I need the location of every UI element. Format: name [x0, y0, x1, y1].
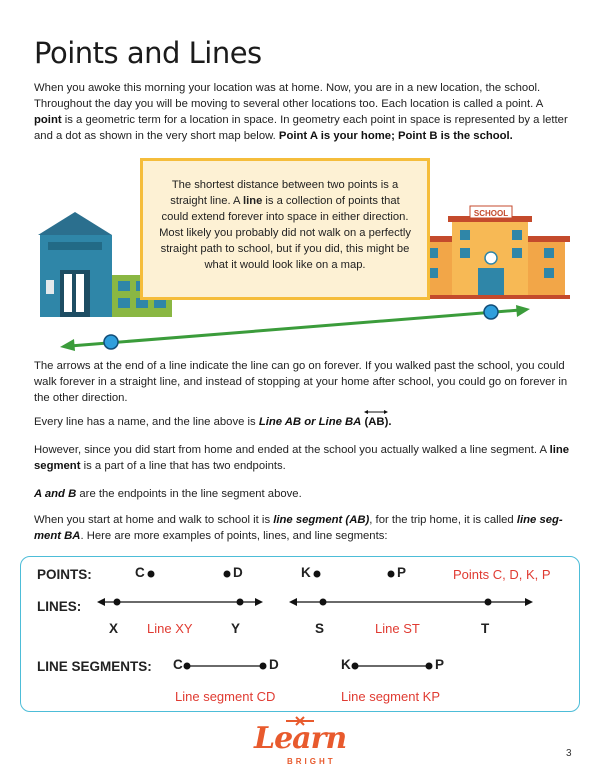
segment-c-dot	[184, 663, 191, 670]
point-y-dot	[237, 599, 244, 606]
point-k-dot	[314, 571, 321, 578]
point-k-label: K	[301, 565, 311, 580]
line-t-label: T	[481, 621, 490, 636]
arrows-paragraph: The arrows at the end of a line indicate the line can go on forever. If you walked past the school, you could walk forever in a straight line, and instead of stopping at your home after school, you could go on forever in the other direction.	[34, 360, 568, 404]
line-ab-name: Line AB or Line BA	[258, 416, 362, 428]
line-ab-right-arrow	[516, 305, 530, 317]
points-caption: Points C, D, K, P	[453, 567, 551, 582]
points-label: POINTS:	[37, 567, 92, 582]
line-st-left-arrow	[289, 598, 297, 606]
point-t-dot	[485, 599, 492, 606]
segment-paragraph: However, since you did start from home and ended at the school you actually walked a line segment. A line segment is a part of a line that has two endpoints.	[34, 444, 570, 472]
line-name-paragraph: Every line has a name, and the line above is Line AB or Line BA (AB).	[34, 414, 570, 430]
examples-box	[20, 556, 580, 712]
line-ab-left-arrow	[60, 339, 75, 351]
line-s-label: S	[315, 621, 325, 636]
line-st-right-arrow	[525, 598, 533, 606]
line-st-caption: Line ST	[375, 621, 420, 636]
point-d-dot	[224, 571, 231, 578]
segment-k-dot	[352, 663, 359, 670]
point-a	[104, 335, 118, 349]
page-title: Points and Lines	[34, 36, 262, 70]
line-x-label: X	[109, 621, 119, 636]
examples-geometry	[21, 557, 578, 710]
point-p-dot	[388, 571, 395, 578]
school-sign: SCHOOL	[473, 209, 509, 218]
point-c-dot	[148, 571, 155, 578]
logo-subtext: BRIGHT	[287, 757, 336, 766]
segment-d-label: D	[269, 657, 279, 672]
line-xy-left-arrow	[97, 598, 105, 606]
line-ab-notation: (AB).	[364, 416, 391, 428]
callout-text: The shortest distance between two points is a straight line. A line is a collection of points that could extend forever into space in either direction. Most likely you probably did not walk on a perfectly straight path to school, but if you did, this might be what it would look like on a map.	[159, 179, 411, 271]
segment-p-dot	[426, 663, 433, 670]
lines-label: LINES:	[37, 599, 82, 614]
page-number: 3	[566, 748, 572, 759]
line-term: line	[243, 195, 263, 207]
point-p-label: P	[397, 565, 407, 580]
point-term: point	[34, 114, 62, 126]
line-y-label: Y	[231, 621, 241, 636]
segment-cd-caption: Line segment CD	[175, 689, 276, 704]
endpoints-paragraph: A and B are the endpoints in the line segment above.	[34, 488, 302, 500]
point-ab-statement: Point A is your home; Point B is the school.	[278, 130, 513, 142]
line-xy-right-arrow	[255, 598, 263, 606]
logo-wordmark: Learn	[254, 721, 347, 756]
point-b	[484, 305, 498, 319]
trip-paragraph: When you start at home and walk to school it is line segment (AB), for the trip home, it is called line seg- ment BA. Here are more examples of points, lines, and line segments:	[34, 514, 563, 542]
intro-paragraph: When you awoke this morning your location was at home. Now, you are in a new location, the school. Throughout the day you will be moving to several other locations too. Each location is called a point. A point is a geometric term for a location in space. In geometry each point in space is represented by a letter and a dot as shown in the very short map below. Point A is your home; Point B is the school.	[34, 82, 568, 142]
line-xy-caption: Line XY	[147, 621, 193, 636]
point-d-label: D	[233, 565, 243, 580]
segments-label: LINE SEGMENTS:	[37, 659, 152, 674]
definition-callout	[140, 158, 430, 300]
point-x-dot	[114, 599, 121, 606]
segment-k-label: K	[341, 657, 351, 672]
point-c-label: C	[135, 565, 145, 580]
segment-p-label: P	[435, 657, 445, 672]
segment-c-label: C	[173, 657, 183, 672]
point-s-dot	[320, 599, 327, 606]
line-notation-arrow	[364, 409, 388, 415]
segment-kp-caption: Line segment KP	[341, 689, 441, 704]
segment-d-dot	[260, 663, 267, 670]
